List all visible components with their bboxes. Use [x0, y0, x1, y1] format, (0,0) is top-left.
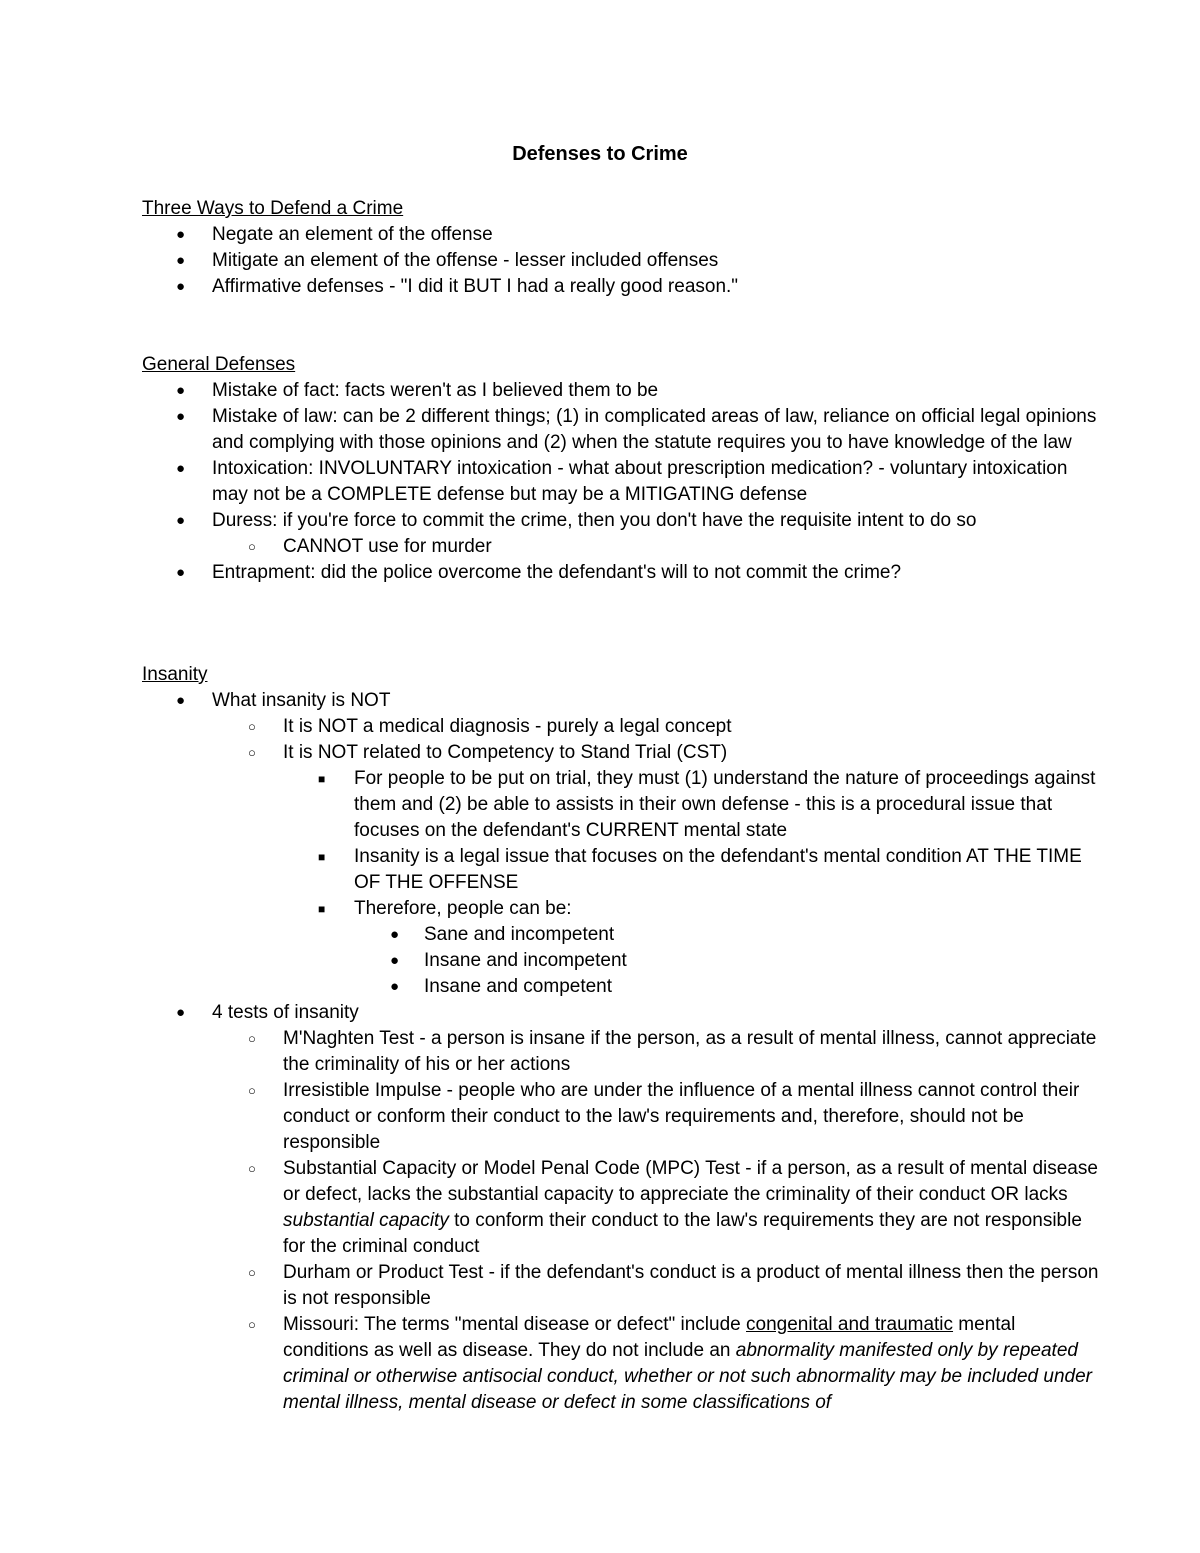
list-item: ○ Durham or Product Test - if the defendant's conduct is a product of mental illness then the person is not responsible — [248, 1262, 1099, 1309]
bullet-circle-icon: ○ — [248, 539, 256, 554]
bullet-disc-icon: ● — [176, 1004, 186, 1021]
list-item: ● What insanity is NOT — [142, 688, 1102, 714]
document-title: Defenses to Crime — [512, 143, 688, 165]
bullet-circle-icon: ○ — [248, 719, 256, 734]
bullet-list — [142, 688, 1102, 1416]
list-item: ■ Therefore, people can be: — [142, 896, 1102, 922]
list-item: ● Mistake of law: can be 2 different things; (1) in complicated areas of law, reliance on official legal opinions and complying with those opinions and (2) when the statute requires you to have knowledge of the law — [176, 406, 1097, 453]
list-item: ○ Irresistible Impulse - people who are under the influence of a mental illness cannot control their conduct or conform their conduct to the law's requirements and, therefore, should not be responsible — [248, 1080, 1080, 1153]
section-insanity — [142, 662, 1102, 1416]
bullet-square-icon: ■ — [318, 772, 326, 786]
list-item: ■ For people to be put on trial, they must (1) understand the nature of proceedings against them and (2) be able to assists in their own defense - this is a procedural issue that focuses on the defendant's CURRENT mental state — [318, 768, 1096, 841]
section-heading: General Defenses — [142, 354, 296, 375]
list-item: ● Sane and incompetent — [142, 922, 1102, 948]
bullet-list — [142, 378, 1102, 586]
bullet-disc-icon: ● — [176, 226, 186, 243]
list-item: ● 4 tests of insanity — [142, 1000, 1102, 1026]
list-item: ● Duress: if you're force to commit the crime, then you don't have the requisite intent to do so — [142, 508, 1102, 534]
bullet-circle-icon: ○ — [248, 1031, 256, 1046]
bullet-square-icon: ■ — [318, 902, 326, 916]
list-item: ○ CANNOT use for murder — [142, 534, 1102, 560]
bullet-disc-icon: ● — [176, 692, 186, 709]
list-item: ● Affirmative defenses - "I did it BUT I had a really good reason." — [142, 274, 1102, 300]
bullet-circle-icon: ○ — [248, 1317, 256, 1332]
list-item: ● Mitigate an element of the offense - lesser included offenses — [142, 248, 1102, 274]
bullet-circle-icon: ○ — [248, 745, 256, 760]
bullet-disc-icon: ● — [176, 252, 186, 269]
list-item: ● Mistake of fact: facts weren't as I believed them to be — [142, 378, 1102, 404]
list-item: ● Negate an element of the offense — [142, 222, 1102, 248]
section-heading: Three Ways to Defend a Crime — [142, 198, 404, 219]
list-item: ■ Insanity is a legal issue that focuses on the defendant's mental condition AT THE TIME OF THE OFFENSE — [318, 846, 1082, 893]
list-item: ○ It is NOT related to Competency to Stand Trial (CST) — [142, 740, 1102, 766]
list-item: ○ Missouri: The terms "mental disease or defect" include congenital and traumatic mental conditions as well as disease. They do not include an abnormality manifested only by repeated criminal or otherwise antisocial conduct, whether or not such abnormality may be included under mental illness, mental disease or defect in some classifications of — [248, 1314, 1092, 1413]
bullet-list — [142, 222, 1102, 300]
list-item: ○ M'Naghten Test - a person is insane if the person, as a result of mental illness, cannot appreciate the criminality of his or her actions — [248, 1028, 1097, 1075]
bullet-circle-icon: ○ — [248, 1265, 256, 1280]
list-item: ● Insane and incompetent — [142, 948, 1102, 974]
bullet-disc-icon: ● — [176, 460, 186, 477]
bullet-disc-icon: ● — [390, 926, 400, 943]
bullet-disc-icon: ● — [176, 278, 186, 295]
list-item: ○ Substantial Capacity or Model Penal Code (MPC) Test - if a person, as a result of mental disease or defect, lacks the substantial capacity to appreciate the criminality of their conduct OR lacks substantial capacity to conform their conduct to the law's requirements they are not responsible for the criminal conduct — [248, 1158, 1098, 1257]
list-item: ● Insane and competent — [142, 974, 1102, 1000]
bullet-disc-icon: ● — [176, 512, 186, 529]
bullet-disc-icon: ● — [176, 382, 186, 399]
bullet-disc-icon: ● — [176, 564, 186, 581]
list-item: ● Entrapment: did the police overcome the defendant's will to not commit the crime? — [142, 560, 1102, 586]
section-three-ways — [142, 196, 1102, 300]
list-item: ● Intoxication: INVOLUNTARY intoxication - what about prescription medication? - voluntary intoxication may not be a COMPLETE defense but may be a MITIGATING defense — [176, 458, 1068, 505]
section-general-defenses — [142, 352, 1102, 586]
bullet-circle-icon: ○ — [248, 1083, 256, 1098]
bullet-square-icon: ■ — [318, 850, 326, 864]
list-item: ○ It is NOT a medical diagnosis - purely a legal concept — [142, 714, 1102, 740]
bullet-disc-icon: ● — [390, 978, 400, 995]
bullet-disc-icon: ● — [176, 408, 186, 425]
bullet-disc-icon: ● — [390, 952, 400, 969]
bullet-circle-icon: ○ — [248, 1161, 256, 1176]
section-heading: Insanity — [142, 664, 208, 685]
